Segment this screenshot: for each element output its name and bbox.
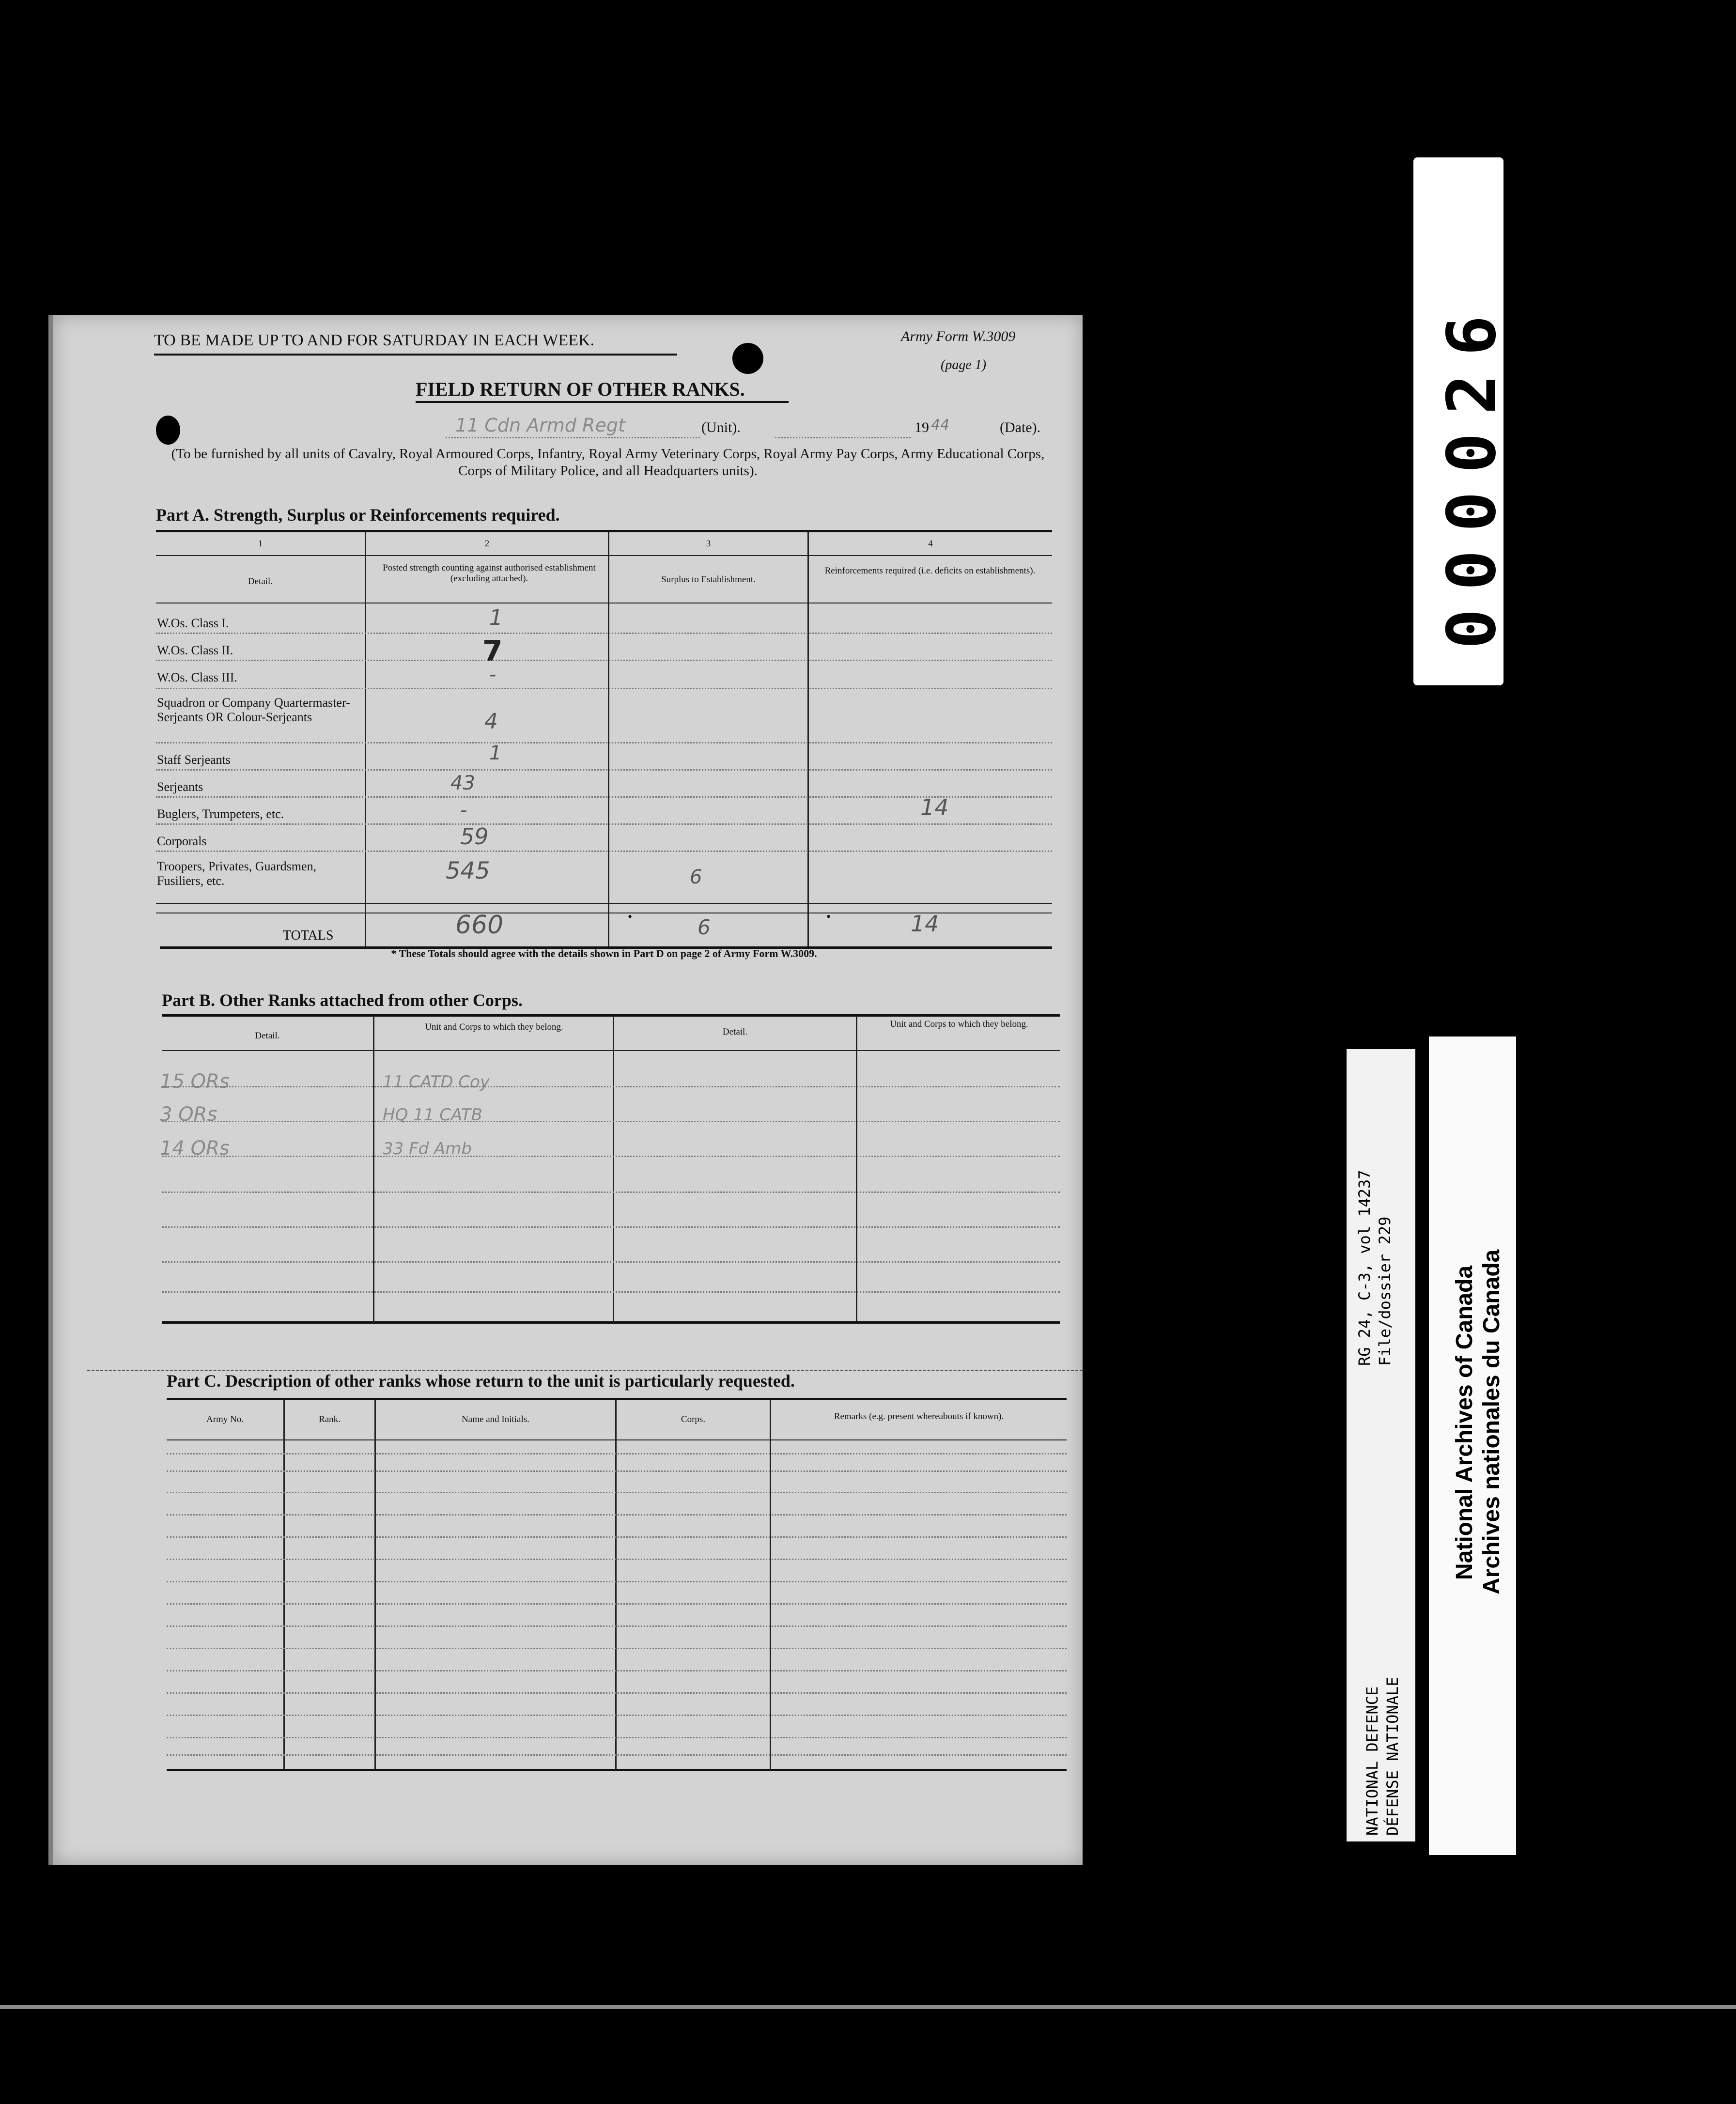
row-wo1-posted: 1 [489, 605, 503, 630]
part-b-row5-rule [162, 1226, 1060, 1228]
part-b-row7-rule [162, 1291, 1060, 1293]
part-a-colnum-3: 3 [706, 539, 711, 549]
row-cqms-detail: Squadron or Company Quartermaster-Serjeants OR Colour-Serjeants [157, 696, 350, 724]
unit-label: (Unit). [701, 419, 741, 435]
totals-surplus: 6 [698, 915, 711, 939]
page-number: (page 1) [941, 357, 987, 372]
part-b-row2-detail: 3 ORs [160, 1103, 217, 1126]
form-title: FIELD RETURN OF OTHER RANKS. [416, 378, 745, 400]
part-c-header-rank: Rank. [319, 1414, 341, 1424]
part-b-row3-detail: 14 ORs [160, 1137, 230, 1160]
row-cpls-rule [156, 851, 1052, 852]
part-c-row-rule-15 [167, 1754, 1067, 1756]
totals-label: TOTALS [283, 928, 334, 943]
part-c-row-rule-12 [167, 1692, 1067, 1694]
part-c-row-rule-13 [167, 1715, 1067, 1716]
part-c-row-rule-5 [167, 1536, 1067, 1538]
row-wo2-rule [156, 660, 1052, 661]
instruction-line: TO BE MADE UP TO AND FOR SATURDAY IN EACH WEEK. [154, 331, 594, 349]
row-cqms-rule [156, 742, 1052, 743]
part-a-col-divider-3 [807, 532, 809, 949]
row-cpls-posted: 59 [460, 823, 489, 850]
row-buglers-detail: Buglers, Trumpeters, etc. [157, 807, 284, 821]
unit-dotted-line [446, 437, 700, 438]
part-c-row-rule-6 [167, 1559, 1067, 1560]
row-wo2-detail: W.Os. Class II. [157, 643, 233, 657]
part-c-header-armyno: Army No. [206, 1414, 244, 1424]
furnish-note: (To be furnished by all units of Cavalry, Royal Armoured Corps, Infantry, Royal Army Veterinary Corps, Royal Army Pay Corps, Army Educational Corps, Corps of Military Police, and all Headquarters units). [171, 446, 1045, 479]
part-b-header-detail-2: Detail. [722, 1027, 748, 1037]
part-b-row1-rule [162, 1086, 1060, 1087]
row-wo3-detail: W.Os. Class III. [157, 670, 237, 684]
dept-fr: DÉFENSE NATIONALE [1383, 1677, 1402, 1836]
reference-line2: File/dossier 229 [1376, 1216, 1394, 1366]
row-wo3-rule [156, 688, 1052, 689]
part-b-row6-rule [162, 1261, 1060, 1263]
row-buglers-reinf: 14 [920, 794, 949, 820]
part-b-bottom-rule [162, 1321, 1060, 1324]
part-c-heading: Part C. Description of other ranks whose return to the unit is particularly requested. [167, 1371, 795, 1391]
row-sjt-rule [156, 796, 1052, 798]
part-c-row-rule-4 [167, 1514, 1067, 1516]
archives-en: National Archives of Canada [1452, 1265, 1477, 1580]
row-cqms-posted: 4 [484, 709, 498, 734]
form-id: Army Form W.3009 [901, 328, 1016, 344]
part-b-row1-unit: 11 CATD Coy [383, 1072, 490, 1092]
part-a-rows-bottom-rule [156, 903, 1052, 904]
row-buglers-posted: - [460, 799, 467, 821]
part-b-header-unit-2: Unit and Corps to which they belong. [890, 1019, 1028, 1029]
part-a-header-posted: Posted strength counting against authorised establishment (excluding attached). [383, 563, 596, 584]
row-staffsjt-detail: Staff Serjeants [157, 753, 231, 767]
date-label: (Date). [1000, 419, 1041, 435]
part-b-row2-unit: HQ 11 CATB [383, 1105, 482, 1125]
row-wo3-posted: - [489, 664, 496, 686]
part-c-header-corps: Corps. [681, 1414, 706, 1424]
part-b-col-divider-3 [856, 1016, 857, 1321]
unit-handwritten: 11 Cdn Armd Regt [455, 415, 625, 436]
punch-hole-top [732, 343, 763, 374]
part-b-row2-rule [162, 1121, 1060, 1122]
row-buglers-rule [156, 823, 1052, 825]
part-b-row3-unit: 33 Fd Amb [383, 1139, 472, 1159]
part-b-row4-rule [162, 1191, 1060, 1193]
totals-marker-surplus: • [628, 910, 633, 924]
reference-line1: RG 24, C-3, vol 14237 [1355, 1170, 1374, 1366]
archives-fr: Archives nationales du Canada [1479, 1249, 1504, 1594]
part-c-row-rule-2 [167, 1470, 1067, 1472]
part-a-header-surplus: Surplus to Establishment. [661, 574, 756, 585]
part-b-col-divider-2 [613, 1016, 614, 1321]
date-year-prefix: 19 [914, 419, 929, 435]
punch-hole-left [156, 416, 180, 445]
part-c-row-rule-3 [167, 1492, 1067, 1493]
totals-marker-reinf: • [826, 910, 831, 924]
part-c-row-rule-11 [167, 1670, 1067, 1671]
part-a-heading: Part A. Strength, Surplus or Reinforcements required. [156, 505, 560, 525]
row-wo1-rule [156, 633, 1052, 634]
instruction-underline [154, 354, 677, 356]
part-c-row-rule-9 [167, 1625, 1067, 1627]
part-b-row1-detail: 15 ORs [160, 1070, 230, 1093]
row-sjt-posted: 43 [450, 772, 475, 794]
row-sjt-detail: Serjeants [157, 780, 203, 794]
part-a-top-rule [156, 530, 1052, 532]
row-troopers-surplus: 6 [690, 866, 702, 888]
part-c-row-rule-8 [167, 1603, 1067, 1605]
part-a-header-detail: Detail. [248, 576, 273, 587]
part-b-header-unit-1: Unit and Corps to which they belong. [425, 1022, 563, 1032]
part-b-top-rule [162, 1014, 1060, 1017]
row-troopers-posted: 545 [446, 857, 490, 884]
part-b-col-divider-1 [373, 1016, 374, 1321]
row-staffsjt-posted: 1 [489, 742, 502, 764]
part-c-row-rule-10 [167, 1648, 1067, 1649]
frame-number: 000026 [1433, 297, 1511, 649]
date-year-handwritten: 44 [931, 417, 950, 433]
totals-posted: 660 [455, 911, 504, 940]
row-troopers-detail: Troopers, Privates, Guardsmen, Fusiliers, etc. [157, 859, 317, 888]
totals-footnote: * These Totals should agree with the details shown in Part D on page 2 of Army Form W.3009. [391, 947, 817, 959]
row-wo2-posted: 7 [482, 634, 503, 668]
part-a-colnum-2: 2 [484, 539, 490, 549]
part-c-bottom-rule [167, 1769, 1067, 1771]
bottom-divider-line [0, 2005, 1736, 2009]
row-staffsjt-rule [156, 769, 1052, 771]
part-b-row3-rule [162, 1156, 1060, 1157]
part-a-colnum-rule [156, 555, 1052, 556]
dept-en: NATIONAL DEFENCE [1363, 1686, 1381, 1836]
part-c-row-rule-14 [167, 1737, 1067, 1738]
row-cpls-detail: Corporals [157, 834, 207, 848]
part-c-row-rule-7 [167, 1581, 1067, 1582]
part-c-row-rule-1 [167, 1453, 1067, 1454]
part-a-colnum-1: 1 [258, 539, 263, 549]
totals-reinf: 14 [911, 911, 939, 937]
part-a-col-divider-2 [608, 532, 609, 949]
part-a-colnum-4: 4 [928, 539, 933, 549]
part-a-header-reinf: Reinforcements required (i.e. deficits on establishments). [824, 566, 1036, 576]
part-c-top-rule [167, 1398, 1067, 1400]
part-b-heading: Part B. Other Ranks attached from other Corps. [162, 990, 523, 1010]
title-underline [416, 401, 789, 403]
part-b-header-rule [162, 1050, 1060, 1051]
part-c-header-name: Name and Initials. [462, 1414, 529, 1424]
part-c-header-rule [167, 1439, 1067, 1440]
part-b-header-detail-1: Detail. [255, 1031, 280, 1041]
date-dotted-line [775, 437, 911, 438]
row-wo1-detail: W.Os. Class I. [157, 616, 229, 630]
part-c-header-remarks: Remarks (e.g. present whereabouts if known). [834, 1411, 1004, 1422]
